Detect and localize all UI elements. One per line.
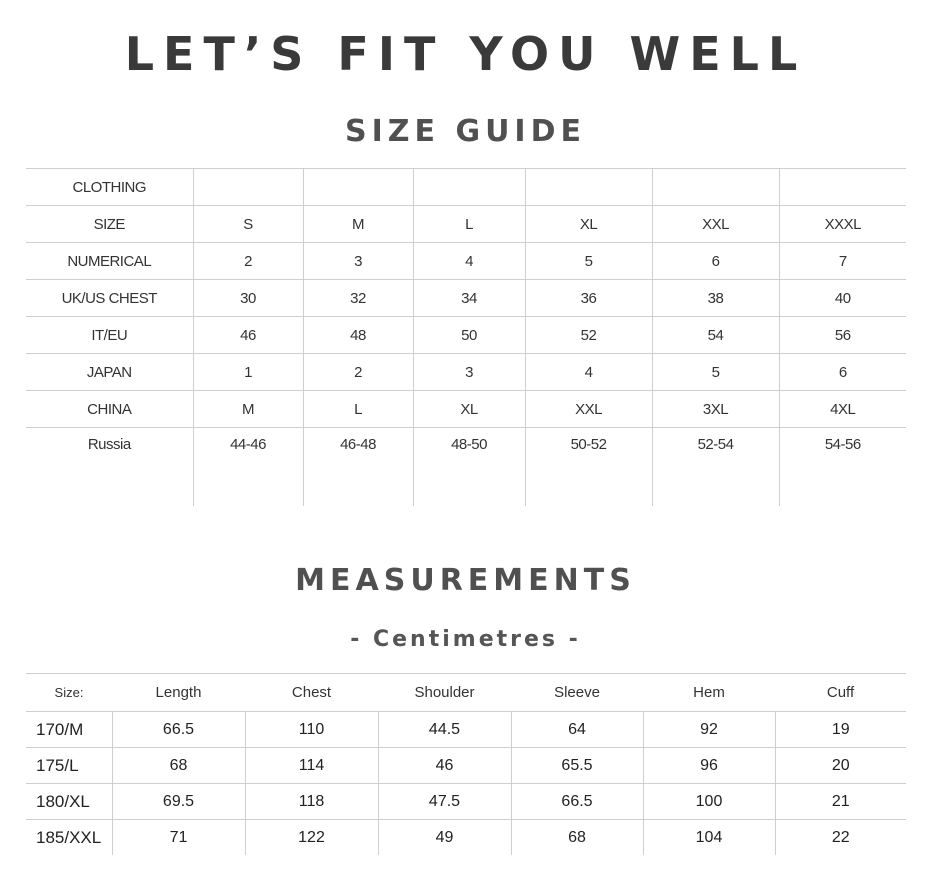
table-row bbox=[26, 206, 906, 243]
table-row bbox=[26, 748, 906, 784]
table-cell: 4 bbox=[413, 243, 525, 280]
table-row bbox=[26, 820, 906, 856]
row-label: CLOTHING bbox=[26, 169, 193, 206]
column-header: Sleeve bbox=[511, 674, 643, 712]
table-cell: 64 bbox=[511, 712, 643, 748]
table-cell: 66.5 bbox=[511, 784, 643, 820]
table-cell bbox=[303, 169, 413, 206]
column-header: Shoulder bbox=[378, 674, 511, 712]
table-cell: 68 bbox=[112, 748, 245, 784]
column-header: Size: bbox=[26, 674, 112, 712]
row-label: IT/EU bbox=[26, 317, 193, 354]
table-cell: 3XL bbox=[652, 391, 779, 428]
column-header: Chest bbox=[245, 674, 378, 712]
table-cell: 96 bbox=[643, 748, 775, 784]
table-row bbox=[26, 428, 906, 507]
table-cell: 44-46 bbox=[193, 428, 303, 507]
table-cell: XXL bbox=[652, 206, 779, 243]
measurements-title: MEASUREMENTS bbox=[295, 563, 636, 598]
column-header: Cuff bbox=[775, 674, 906, 712]
table-cell: 34 bbox=[413, 280, 525, 317]
table-cell: 30 bbox=[193, 280, 303, 317]
table-cell: 118 bbox=[245, 784, 378, 820]
table-cell: 68 bbox=[511, 820, 643, 856]
table-cell: 4XL bbox=[779, 391, 906, 428]
table-cell: 69.5 bbox=[112, 784, 245, 820]
table-cell: M bbox=[303, 206, 413, 243]
table-row bbox=[26, 354, 906, 391]
table-cell: 19 bbox=[775, 712, 906, 748]
table-cell: 50 bbox=[413, 317, 525, 354]
table-row bbox=[26, 784, 906, 820]
table-cell: 170/M bbox=[26, 712, 112, 748]
page-title: LET’S FIT YOU WELL bbox=[124, 27, 807, 81]
row-label: SIZE bbox=[26, 206, 193, 243]
table-cell bbox=[779, 169, 906, 206]
table-cell: 180/XL bbox=[26, 784, 112, 820]
row-label: UK/US CHEST bbox=[26, 280, 193, 317]
size-guide-title: SIZE GUIDE bbox=[344, 114, 586, 149]
table-cell: 32 bbox=[303, 280, 413, 317]
table-cell: 46-48 bbox=[303, 428, 413, 507]
table-cell: XXL bbox=[525, 391, 652, 428]
table-cell: 2 bbox=[303, 354, 413, 391]
table-cell: 92 bbox=[643, 712, 775, 748]
table-cell: XL bbox=[413, 391, 525, 428]
table-cell: 56 bbox=[779, 317, 906, 354]
table-cell: 21 bbox=[775, 784, 906, 820]
table-cell: 52-54 bbox=[652, 428, 779, 507]
size-guide-table bbox=[26, 168, 906, 506]
table-cell: 54-56 bbox=[779, 428, 906, 507]
table-cell: 22 bbox=[775, 820, 906, 856]
table-cell: 50-52 bbox=[525, 428, 652, 507]
table-cell: 122 bbox=[245, 820, 378, 856]
table-cell: XL bbox=[525, 206, 652, 243]
column-header: Length bbox=[112, 674, 245, 712]
table-cell: 66.5 bbox=[112, 712, 245, 748]
measurements-table bbox=[26, 673, 906, 855]
table-cell: 100 bbox=[643, 784, 775, 820]
table-cell: 36 bbox=[525, 280, 652, 317]
table-cell: 114 bbox=[245, 748, 378, 784]
table-cell: 20 bbox=[775, 748, 906, 784]
table-cell: 38 bbox=[652, 280, 779, 317]
table-cell: S bbox=[193, 206, 303, 243]
table-cell: 44.5 bbox=[378, 712, 511, 748]
table-cell: 5 bbox=[525, 243, 652, 280]
table-cell bbox=[525, 169, 652, 206]
table-cell: 110 bbox=[245, 712, 378, 748]
table-cell bbox=[652, 169, 779, 206]
table-cell: 4 bbox=[525, 354, 652, 391]
row-label: CHINA bbox=[26, 391, 193, 428]
table-cell: 7 bbox=[779, 243, 906, 280]
table-cell: 104 bbox=[643, 820, 775, 856]
table-cell: 2 bbox=[193, 243, 303, 280]
table-cell: 49 bbox=[378, 820, 511, 856]
table-cell: 175/L bbox=[26, 748, 112, 784]
table-cell: XXXL bbox=[779, 206, 906, 243]
table-cell: 3 bbox=[303, 243, 413, 280]
table-row bbox=[26, 391, 906, 428]
table-cell: 54 bbox=[652, 317, 779, 354]
table-cell: 48 bbox=[303, 317, 413, 354]
column-header: Hem bbox=[643, 674, 775, 712]
table-row bbox=[26, 243, 906, 280]
table-cell: L bbox=[303, 391, 413, 428]
table-row bbox=[26, 712, 906, 748]
table-cell: 6 bbox=[779, 354, 906, 391]
table-cell: 5 bbox=[652, 354, 779, 391]
table-cell: M bbox=[193, 391, 303, 428]
table-cell: 52 bbox=[525, 317, 652, 354]
table-cell: 3 bbox=[413, 354, 525, 391]
table-cell: 1 bbox=[193, 354, 303, 391]
table-cell: 47.5 bbox=[378, 784, 511, 820]
table-cell: 46 bbox=[193, 317, 303, 354]
table-cell: 40 bbox=[779, 280, 906, 317]
table-cell: 6 bbox=[652, 243, 779, 280]
table-cell: 46 bbox=[378, 748, 511, 784]
table-cell: 185/XXL bbox=[36, 827, 102, 847]
table-row bbox=[26, 169, 906, 206]
table-cell bbox=[413, 169, 525, 206]
row-label: JAPAN bbox=[26, 354, 193, 391]
table-cell: 65.5 bbox=[511, 748, 643, 784]
table-cell: L bbox=[413, 206, 525, 243]
row-label: Russia bbox=[26, 428, 193, 507]
table-cell: 48-50 bbox=[413, 428, 525, 507]
table-cell: 71 bbox=[112, 820, 245, 856]
table-header-row bbox=[26, 674, 906, 712]
table-row bbox=[26, 317, 906, 354]
measurements-subtitle: - Centimetres - bbox=[350, 627, 581, 652]
table-cell bbox=[193, 169, 303, 206]
row-label: NUMERICAL bbox=[26, 243, 193, 280]
table-row bbox=[26, 280, 906, 317]
